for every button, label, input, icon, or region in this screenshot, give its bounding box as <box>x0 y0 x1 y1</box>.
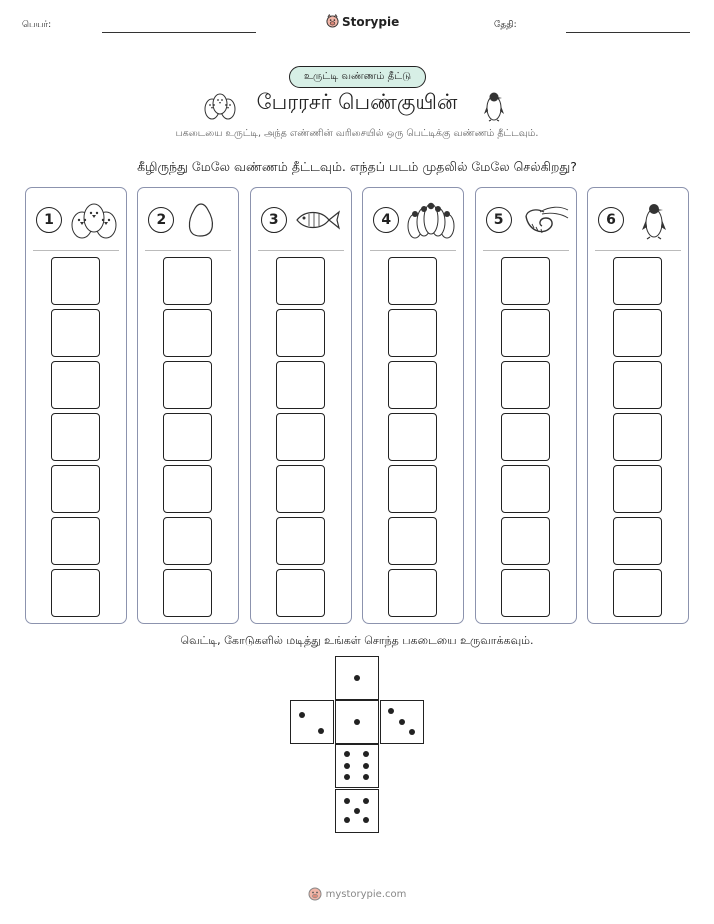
color-box[interactable] <box>501 517 550 565</box>
penguin-icon <box>483 90 505 122</box>
color-box[interactable] <box>276 465 325 513</box>
column-header <box>251 188 351 250</box>
column-2 <box>137 187 239 624</box>
color-box[interactable] <box>276 361 325 409</box>
penguin-chicks-icon <box>68 200 120 240</box>
penguin-icon <box>630 200 682 240</box>
color-box[interactable] <box>163 309 212 357</box>
color-box[interactable] <box>163 257 212 305</box>
number-circle: 5 <box>486 207 512 233</box>
color-box[interactable] <box>501 569 550 617</box>
dice-pip <box>354 719 360 725</box>
date-label: தேதி: <box>494 20 517 30</box>
dice-pip <box>344 774 350 780</box>
column-3 <box>250 187 352 624</box>
color-box[interactable] <box>613 517 662 565</box>
color-box[interactable] <box>388 257 437 305</box>
dice-pip <box>363 817 369 823</box>
race-columns <box>25 187 689 624</box>
column-5 <box>475 187 577 624</box>
color-box[interactable] <box>613 309 662 357</box>
shrimp-icon <box>518 200 570 240</box>
column-header <box>588 188 688 250</box>
title-row <box>0 88 714 124</box>
color-box[interactable] <box>276 257 325 305</box>
dice-pip <box>388 708 394 714</box>
color-box[interactable] <box>388 309 437 357</box>
dice-pip <box>344 817 350 823</box>
color-box[interactable] <box>51 517 100 565</box>
column-divider <box>595 250 681 251</box>
column-4 <box>362 187 464 624</box>
color-box[interactable] <box>501 361 550 409</box>
penguin-huddle-icon <box>405 200 457 240</box>
color-box[interactable] <box>388 569 437 617</box>
dice-pip <box>409 729 415 735</box>
number-circle: 4 <box>373 207 399 233</box>
color-box[interactable] <box>276 517 325 565</box>
color-box[interactable] <box>501 257 550 305</box>
brand <box>326 14 399 29</box>
color-box[interactable] <box>501 309 550 357</box>
footer-url: mystorypie.com <box>325 888 407 900</box>
activity-pill: உருட்டி வண்ணம் தீட்டு <box>289 66 426 88</box>
color-box[interactable] <box>51 257 100 305</box>
color-box[interactable] <box>388 517 437 565</box>
pig-mascot-icon <box>326 14 339 29</box>
dice-pip <box>363 763 369 769</box>
color-box[interactable] <box>276 309 325 357</box>
column-divider <box>33 250 119 251</box>
color-box[interactable] <box>163 517 212 565</box>
dice-pip <box>399 719 405 725</box>
dice-pip <box>344 798 350 804</box>
dice-pip <box>363 774 369 780</box>
column-1 <box>25 187 127 624</box>
color-box[interactable] <box>613 257 662 305</box>
column-divider <box>145 250 231 251</box>
column-6 <box>587 187 689 624</box>
color-box[interactable] <box>613 413 662 461</box>
color-box[interactable] <box>613 361 662 409</box>
dice-face <box>335 744 379 788</box>
color-box[interactable] <box>388 465 437 513</box>
page-title: பேரரசர் பெண்குயின் <box>256 90 458 114</box>
column-header <box>363 188 463 250</box>
column-header <box>476 188 576 250</box>
color-box[interactable] <box>501 413 550 461</box>
cut-instructions: வெட்டி, கோடுகளில் மடித்து உங்கள் சொந்த பகடையை உருவாக்கவும். <box>180 634 534 647</box>
dice-pip <box>354 808 360 814</box>
dice-pip <box>363 798 369 804</box>
color-box[interactable] <box>51 413 100 461</box>
color-box[interactable] <box>163 569 212 617</box>
header <box>0 14 714 38</box>
color-box[interactable] <box>51 309 100 357</box>
color-box[interactable] <box>501 465 550 513</box>
dice-face <box>335 789 379 833</box>
color-box[interactable] <box>276 569 325 617</box>
dice-pip <box>344 763 350 769</box>
number-circle: 2 <box>148 207 174 233</box>
dice-face <box>335 700 379 744</box>
color-box[interactable] <box>51 361 100 409</box>
color-box[interactable] <box>163 413 212 461</box>
instructions: பகடையை உருட்டி, அந்த எண்ணின் வரிசையில் ஒரு பெட்டிக்கு வண்ணம் தீட்டவும். <box>175 128 539 139</box>
number-circle: 3 <box>261 207 287 233</box>
number-circle: 1 <box>36 207 62 233</box>
dice-face <box>290 700 334 744</box>
dice-face <box>335 656 379 700</box>
date-line <box>566 32 690 33</box>
column-divider <box>370 250 456 251</box>
column-divider <box>483 250 569 251</box>
dice-pip <box>299 712 305 718</box>
dice-pip <box>318 728 324 734</box>
fish-icon <box>293 200 345 240</box>
color-box[interactable] <box>163 465 212 513</box>
column-header <box>138 188 238 250</box>
color-box[interactable] <box>276 413 325 461</box>
question: கீழிருந்து மேலே வண்ணம் தீட்டவும். எந்தப் படம் முதலில் மேலே செல்கிறது? <box>137 159 577 174</box>
brand-name: Storypie <box>342 14 400 29</box>
color-box[interactable] <box>613 569 662 617</box>
name-label: பெயர்: <box>22 20 52 30</box>
dice-pip <box>363 751 369 757</box>
footer <box>0 886 714 902</box>
dice-face <box>380 700 424 744</box>
color-box[interactable] <box>163 361 212 409</box>
number-circle: 6 <box>598 207 624 233</box>
color-box[interactable] <box>388 413 437 461</box>
column-divider <box>258 250 344 251</box>
dice-net <box>290 656 424 836</box>
color-box[interactable] <box>51 465 100 513</box>
color-box[interactable] <box>388 361 437 409</box>
color-box[interactable] <box>51 569 100 617</box>
name-line <box>102 32 256 33</box>
egg-icon <box>180 200 232 240</box>
dice-pip <box>344 751 350 757</box>
pig-mascot-icon <box>308 886 322 902</box>
column-header <box>26 188 126 250</box>
color-box[interactable] <box>613 465 662 513</box>
dice-pip <box>354 675 360 681</box>
